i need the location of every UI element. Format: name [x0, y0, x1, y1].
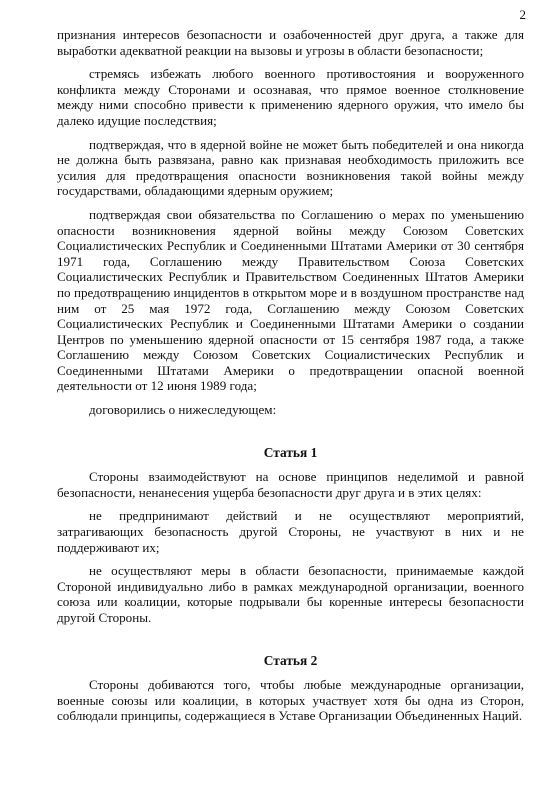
article-2-title: Статья 2 [263, 652, 318, 668]
paragraph: Стороны добиваются того, чтобы любые международные организации, военные союзы или коалиции, в которых участвует хотя бы одна из Сторон, соблюдали принципы, содержащиеся в Уставе Организации Объединенных Наций. [57, 677, 524, 724]
article-1-title: Статья 1 [263, 444, 318, 460]
paragraph: не предпринимают действий и не осуществляют мероприятий, затрагивающих безопасность другой Стороны, не участвуют в них и не поддерживают их; [57, 508, 524, 555]
paragraph: подтверждая, что в ядерной войне не может быть победителей и она никогда не должна быть развязана, равно как признавая необходимость приложить все усилия для предотвращения опасности возникновения такой войны между государствами, обладающими ядерным оружием; [57, 136, 524, 199]
paragraph: Стороны взаимодействуют на основе принципов неделимой и равной безопасности, ненанесения ущерба безопасности друг друга и в этих целях: [57, 469, 524, 500]
paragraph: признания интересов безопасности и озабоченностей друг друга, а также для выработки адекватной реакции на вызовы и угрозы в области безопасности; [57, 27, 524, 58]
paragraph: подтверждая свои обязательства по Соглашению о мерах по уменьшению опасности возникновения ядерной войны между Союзом Советских Социалистических Республик и Соединенными Штатами Америки от 30 сентября 1971 года, Соглашению между Правительством Союза Советских Социалистических Республик и Правительством Соединенных Штатов Америки по предотвращению инцидентов в открытом море и в воздушном пространстве над ним от 25 мая 1972 года, Соглашению между Союзом Советских Социалистических Республик и Соединенными Штатами Америки о создании Центров по уменьшению ядерной опасности от 15 сентября 1987 года, а также Соглашению между Союзом Советских Социалистических Республик и Соединенными Штатами Америки о предотвращении опасной военной деятельности от 12 июня 1989 года; [57, 206, 524, 394]
paragraph: не осуществляют меры в области безопасности, принимаемые каждой Стороной индивидуально либо в рамках международной организации, военного союза или коалиции, которые подрывали бы коренные интересы безопасности другой Стороны. [57, 563, 524, 625]
paragraph: стремясь избежать любого военного противостояния и вооруженного конфликта между Сторонами и осознавая, что прямое военное столкновение между ними способно привести к применению ядерного оружия, что имело бы далеко идущие последствия; [57, 66, 524, 128]
document-body [57, 27, 524, 732]
paragraph: договорились о нижеследующем: [89, 402, 277, 418]
page-number: 2 [519, 7, 526, 22]
section-spacer [57, 418, 524, 445]
section-spacer [57, 626, 524, 653]
